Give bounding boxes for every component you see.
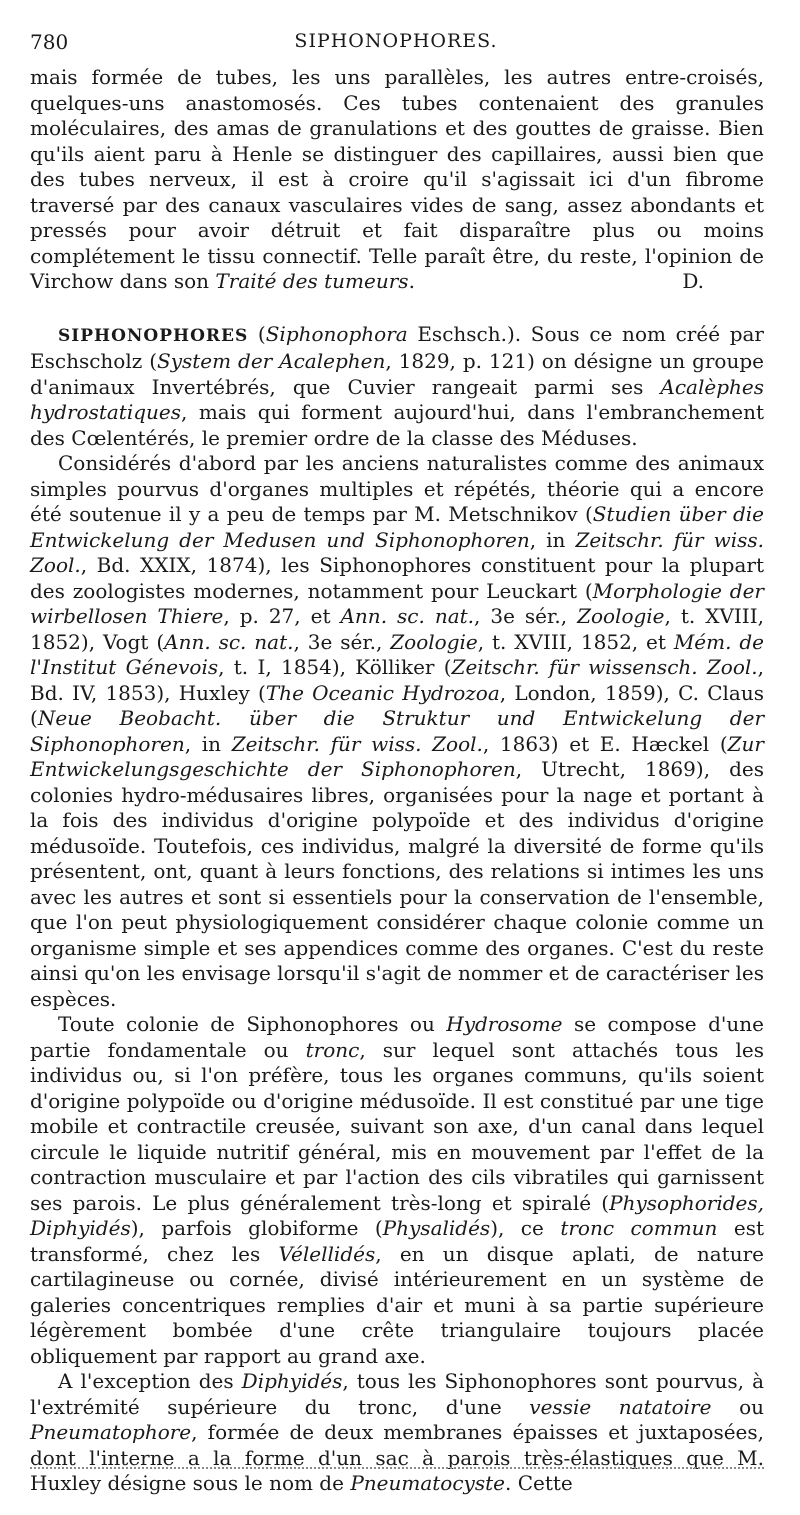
entry-headword: SIPHONOPHORES — [58, 325, 249, 346]
scan-dotted-rule — [30, 1467, 764, 1475]
page-header — [30, 30, 762, 60]
entry-siphonophores: SIPHONOPHORES (Siphonophora Eschsch.). Sous ce nom créé par Eschscholz (System der Acalephen, 1829, p. 121) on désigne un groupe d'animaux Invertébrés, que Cuvier rangeait parmi ses Acalèphes hydrostatiques, mais qui forment aujourd'hui, dans l'embranchement des Cœlentérés, le premier ordre de la classe des Méduses. — [30, 321, 764, 450]
page-number: 780 — [30, 30, 69, 54]
paragraph-considered: Considérés d'abord par les anciens naturalistes comme des animaux simples pourvus d'organes multiples et répétés, théorie qui a encore été soutenue il y a peu de temps par M. Metschnikov (Studien über die Entwickelung der Medusen und Siphonophoren, in Zeitschr. für wiss. Zool., Bd. XXIX, 1874), les Siphonophores constituent pour la plupart des zoologistes modernes, notamment pour Leuckart (Morphologie der wirbellosen Thiere, p. 27, et Ann. sc. nat., 3e sér., Zoologie, t. XVIII, 1852), Vogt (Ann. sc. nat., 3e sér., Zoologie, t. XVIII, 1852, et Mém. de l'Institut Génevois, t. I, 1854), Kölliker (Zeitschr. für wissensch. Zool., Bd. IV, 1853), Huxley (The Oceanic Hydrozoa, London, 1859), C. Claus (Neue Beobacht. über die Struktur und Entwickelung der Siphonophoren, in Zeitschr. für wiss. Zool., 1863) et E. Hæckel (Zur Entwickelungsgeschichte der Siphonophoren, Utrecht, 1869), des colonies hydro-médusaires libres, organisées pour la nage et portant à la fois des individus d'origine polypoïde et des individus d'origine médusoïde. Toutefois, ces individus, malgré la diversité de forme qu'ils présentent, ont, quant à leurs fonctions, des relations si intimes les uns avec les autres et sont si essentiels pour la conservation de l'ensemble, que l'on peut physiologiquement considérer chaque colonie comme un organisme simple et ses appendices comme des organes. C'est du reste ainsi qu'on les envisage lorsqu'il s'agit de nommer et de caractériser les espèces. — [30, 451, 765, 1011]
paragraph-pneumatophore: A l'exception des Diphyidés, tous les Siphonophores sont pourvus, à l'extrémité supérieure du tronc, d'une vessie natatoire ou Pneumatophore, formée de deux membranes épaisses et juxtaposées, dont l'interne a la forme d'un sac à parois très-élastiques que M. Huxley désigne sous le nom de Pneumatocyste. Cette — [30, 1369, 764, 1495]
running-title: SIPHONOPHORES. — [294, 30, 498, 52]
paragraph-continuation: mais formée de tubes, les uns parallèles, les autres entre-croisés, quelques-uns anastomosés. Ces tubes contenaient des granules moléculaires, des amas de granulations et des gouttes de graisse. Bien qu'ils aient paru à Henle se distinguer des capillaires, aussi bien que des tubes nerveux, il est à croire qu'il s'agissait ici d'un fibrome traversé par des canaux vasculaires vides de sang, assez abondants et pressés pour avoir détruit et fait disparaître plus ou moins complétement le tissu connectif. Telle paraît être, du reste, l'opinion de Virchow dans son Traité des tumeurs. D. — [30, 65, 764, 293]
paragraph-hydrosome: Toute colonie de Siphonophores ou Hydrosome se compose d'une partie fondamentale ou tronc, sur lequel sont attachés tous les individus ou, si l'on préfère, tous les organes communs, qu'ils soient d'origine polypoïde ou d'origine médusoïde. Il est constitué par une tige mobile et contractile creusée, suivant son axe, d'un canal dans lequel circule le liquide nutritif général, mis en mouvement par l'effet de la contraction musculaire et par l'action des cils vibratiles qui garnissent ses parois. Le plus généralement très-long et spiralé (Physophorides, Diphyidés), parfois globiforme (Physalidés), ce tronc commun est transformé, chez les Vélellidés, en un disque aplati, de nature cartilagineuse ou cornée, divisé intérieurement en un système de galeries concentriques remplies d'air et muni à sa partie supérieure légèrement bombée d'une crête triangulaire toujours placée obliquement par rapport au grand axe. — [30, 1012, 765, 1368]
body-text — [30, 65, 764, 1497]
author-signature: D. — [682, 269, 704, 293]
